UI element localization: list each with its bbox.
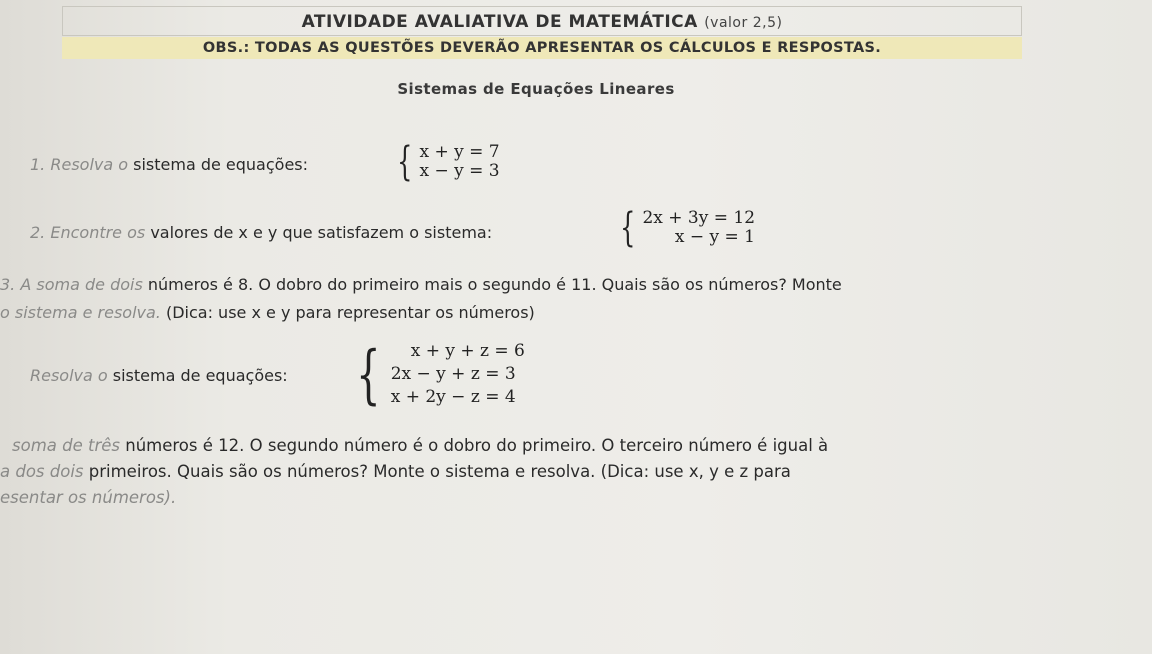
question-1 [30, 155, 308, 174]
question-1-eq1: x + y = 7 [419, 142, 500, 162]
question-3-lead: 3. A soma de dois [0, 275, 143, 294]
question-5-lead1: soma de três [12, 436, 120, 455]
question-4-lead: Resolva o [30, 366, 108, 385]
question-5 [0, 433, 828, 511]
question-4-eq3: x + 2y − z = 4 [390, 387, 516, 407]
question-1-eq2: x − y = 3 [419, 161, 500, 181]
question-4 [30, 366, 288, 385]
question-5-line3: esentar os números). [0, 488, 177, 507]
question-4-eq1: x + y + z = 6 [410, 341, 525, 361]
question-3-lead2: o sistema e resolva. [0, 303, 161, 322]
brace-icon: { [356, 337, 381, 412]
question-1-lead: 1. Resolva o [30, 155, 129, 174]
question-2-eq2: x − y = 1 [674, 227, 756, 247]
question-4-text: sistema de equações: [107, 366, 288, 385]
question-1-system [392, 139, 500, 185]
question-5-lead2: a dos dois [0, 462, 84, 481]
question-3-line1: números é 8. O dobro do primeiro mais o segundo é 11. Quais são os números? Monte [142, 275, 842, 294]
question-3-line2: (Dica: use x e y para representar os números) [160, 303, 535, 322]
obs-note: OBS.: TODAS AS QUESTÕES DEVERÃO APRESENTAR OS CÁLCULOS E RESPOSTAS. [62, 37, 1022, 59]
question-2-lead: 2. Encontre os [30, 223, 146, 242]
header-value: (valor 2,5) [704, 15, 783, 31]
brace-icon: { [397, 139, 413, 185]
question-2-eq1: 2x + 3y = 12 [642, 208, 756, 228]
question-3 [0, 271, 842, 327]
question-5-line1: números é 12. O segundo número é o dobro do primeiro. O terceiro número é igual à [120, 436, 829, 455]
question-1-text: sistema de equações: [128, 155, 309, 174]
question-2 [30, 223, 492, 242]
question-2-text: valores de x e y que satisfazem o sistema: [145, 223, 493, 242]
question-4-eq2: 2x − y + z = 3 [390, 364, 516, 384]
question-4-system [348, 337, 525, 412]
question-2-system [615, 205, 756, 251]
header-title: ATIVIDADE AVALIATIVA DE MATEMÁTICA [301, 12, 698, 32]
worksheet-header [62, 6, 1022, 36]
question-5-line2: primeiros. Quais são os números? Monte o sistema e resolva. (Dica: use x, y e z para [83, 462, 791, 481]
section-title: Sistemas de Equações Lineares [397, 80, 675, 98]
brace-icon: { [620, 205, 636, 251]
